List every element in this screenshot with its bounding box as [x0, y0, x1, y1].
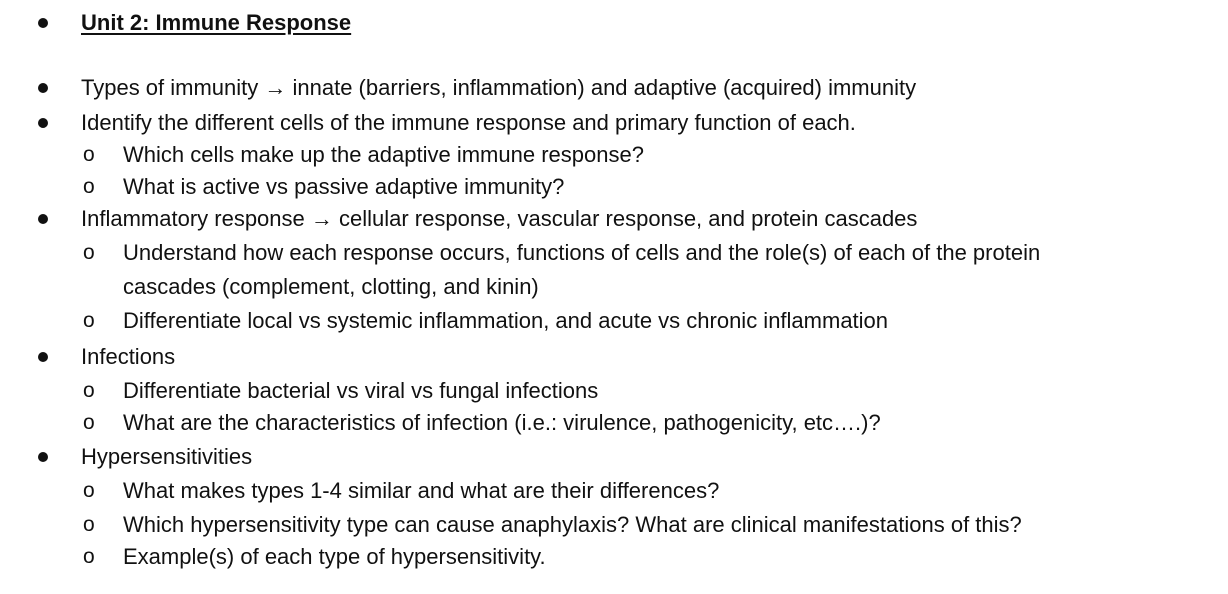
bullet-text: Hypersensitivities	[81, 444, 253, 469]
circle-bullet-icon: o	[83, 175, 95, 198]
bullet-icon	[38, 83, 48, 93]
sub-bullet-text: Which cells make up the adaptive immune response?	[123, 142, 644, 167]
circle-bullet-icon: o	[83, 479, 95, 502]
circle-bullet-icon: o	[83, 513, 95, 536]
bullet-icon	[38, 214, 48, 224]
bullet-icon	[38, 118, 48, 128]
sub-bullet-text: Example(s) of each type of hypersensitivity.	[123, 544, 546, 569]
sub-bullet-text: Which hypersensitivity type can cause anaphylaxis? What are clinical manifestations of this?	[123, 512, 1022, 537]
circle-bullet-icon: o	[83, 241, 95, 264]
sub-bullet-text: Differentiate local vs systemic inflammation, and acute vs chronic inflammation	[123, 308, 889, 333]
circle-bullet-icon: o	[83, 379, 95, 402]
sub-bullet-text: Differentiate bacterial vs viral vs fungal infections	[123, 378, 599, 403]
bullet-icon	[38, 18, 48, 28]
circle-bullet-icon: o	[83, 309, 95, 332]
bullet-icon	[38, 352, 48, 362]
circle-bullet-icon: o	[83, 143, 95, 166]
sub-bullet-text: cascades (complement, clotting, and kinin)	[123, 274, 539, 299]
sub-bullet-text: What is active vs passive adaptive immunity?	[123, 174, 565, 199]
sub-bullet-text: What are the characteristics of infection (i.e.: virulence, pathogenicity, etc….)?	[123, 410, 881, 435]
sub-bullet-text: Understand how each response occurs, functions of cells and the role(s) of each of the protein	[123, 240, 1041, 265]
bullet-text: Identify the different cells of the immune response and primary function of each.	[81, 110, 856, 135]
circle-bullet-icon: o	[83, 411, 95, 434]
bullet-text: Infections	[81, 344, 176, 369]
circle-bullet-icon: o	[83, 545, 95, 568]
bullet-icon	[38, 452, 48, 462]
sub-bullet-text: What makes types 1-4 similar and what are their differences?	[123, 478, 720, 503]
unit-title: Unit 2: Immune Response	[81, 10, 352, 35]
bullet-text: Inflammatory response → cellular response, vascular response, and protein cascades	[81, 206, 918, 231]
bullet-text: Types of immunity → innate (barriers, inflammation) and adaptive (acquired) immunity	[81, 75, 917, 100]
